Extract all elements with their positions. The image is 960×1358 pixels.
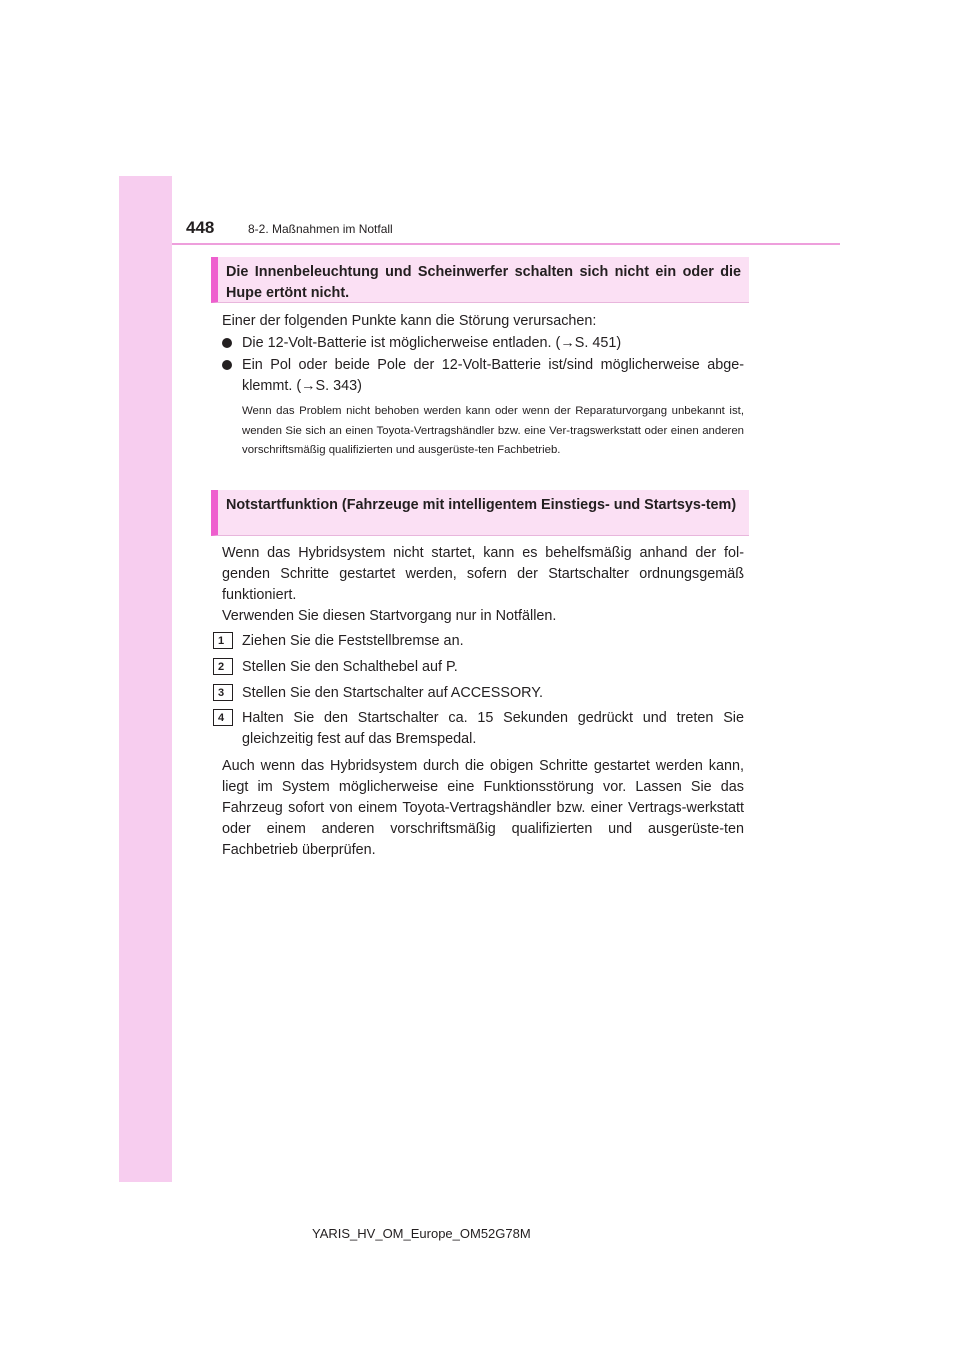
bullet-item <box>222 333 744 354</box>
step-number-badge: 1 <box>213 632 233 649</box>
step-number-badge: 3 <box>213 684 233 701</box>
note-text: Wenn das Problem nicht behoben werden kann oder wenn der Reparaturvorgang unbekannt ist, wenden Sie sich an einen Toyota-Vertragshändler bzw. eine Ver-tragswerkstatt oder einen anderen vorschriftsmäßig qualifizierten und ausgerüste-ten Fachbetrieb. <box>242 405 744 456</box>
step-text: Ziehen Sie die Feststellbremse an. <box>242 633 464 649</box>
chapter-sidebar-tab <box>119 176 172 1182</box>
document-id-footer: YARIS_HV_OM_Europe_OM52G78M <box>312 1226 531 1241</box>
step-item <box>213 708 744 750</box>
bullet-text: Die 12-Volt-Batterie ist möglicherweise entladen. (→S. 451) <box>242 335 622 351</box>
bullet-icon <box>222 338 232 348</box>
step-item <box>213 683 744 704</box>
page-number: 448 <box>186 218 215 237</box>
intro-text: Einer der folgenden Punkte kann die Störung verursachen: <box>222 313 597 329</box>
step-text: Stellen Sie den Startschalter auf ACCESSORY. <box>242 685 544 701</box>
closing-text: Auch wenn das Hybridsystem durch die obigen Schritte gestartet werden kann, liegt im System möglicherweise eine Funktionsstörung vor. Lassen Sie das Fahrzeug sofort von einem Toyota-Vertragshändler bzw. einer Vertrags-werkstatt oder einem anderen vorschriftsmäßig qualifizierten und ausgerüste-ten Fachbetrieb überprüfen. <box>222 758 744 858</box>
step-number-badge: 2 <box>213 658 233 675</box>
header-divider <box>172 243 840 245</box>
section-heading-emergency-start: Notstartfunktion (Fahrzeuge mit intelligentem Einstiegs- und Startsys-tem) <box>211 490 749 536</box>
step-text: Halten Sie den Startschalter ca. 15 Sekunden gedrückt und treten Sie gleichzeitig fest auf das Bremspedal. <box>242 710 744 747</box>
bullet-icon <box>222 360 232 370</box>
step-item <box>213 657 744 678</box>
bullet-text: Ein Pol oder beide Pole der 12-Volt-Batterie ist/sind möglicherweise abge-klemmt. (→S. 343) <box>242 357 744 394</box>
emergency-usage-note: Verwenden Sie diesen Startvorgang nur in Notfällen. <box>222 608 557 624</box>
step-item <box>213 631 744 652</box>
emergency-intro-text: Wenn das Hybridsystem nicht startet, kann es behelfsmäßig anhand der fol-genden Schritte gestartet werden, sofern der Startschalter ordnungsgemäß funktioniert. <box>222 545 744 603</box>
section-heading-lights-horn: Die Innenbeleuchtung und Scheinwerfer schalten sich nicht ein oder die Hupe ertönt nicht. <box>211 257 749 303</box>
section-title: 8-2. Maßnahmen im Notfall <box>248 222 393 236</box>
step-number-badge: 4 <box>213 709 233 726</box>
step-text: Stellen Sie den Schalthebel auf P. <box>242 659 458 675</box>
bullet-item <box>222 355 744 397</box>
